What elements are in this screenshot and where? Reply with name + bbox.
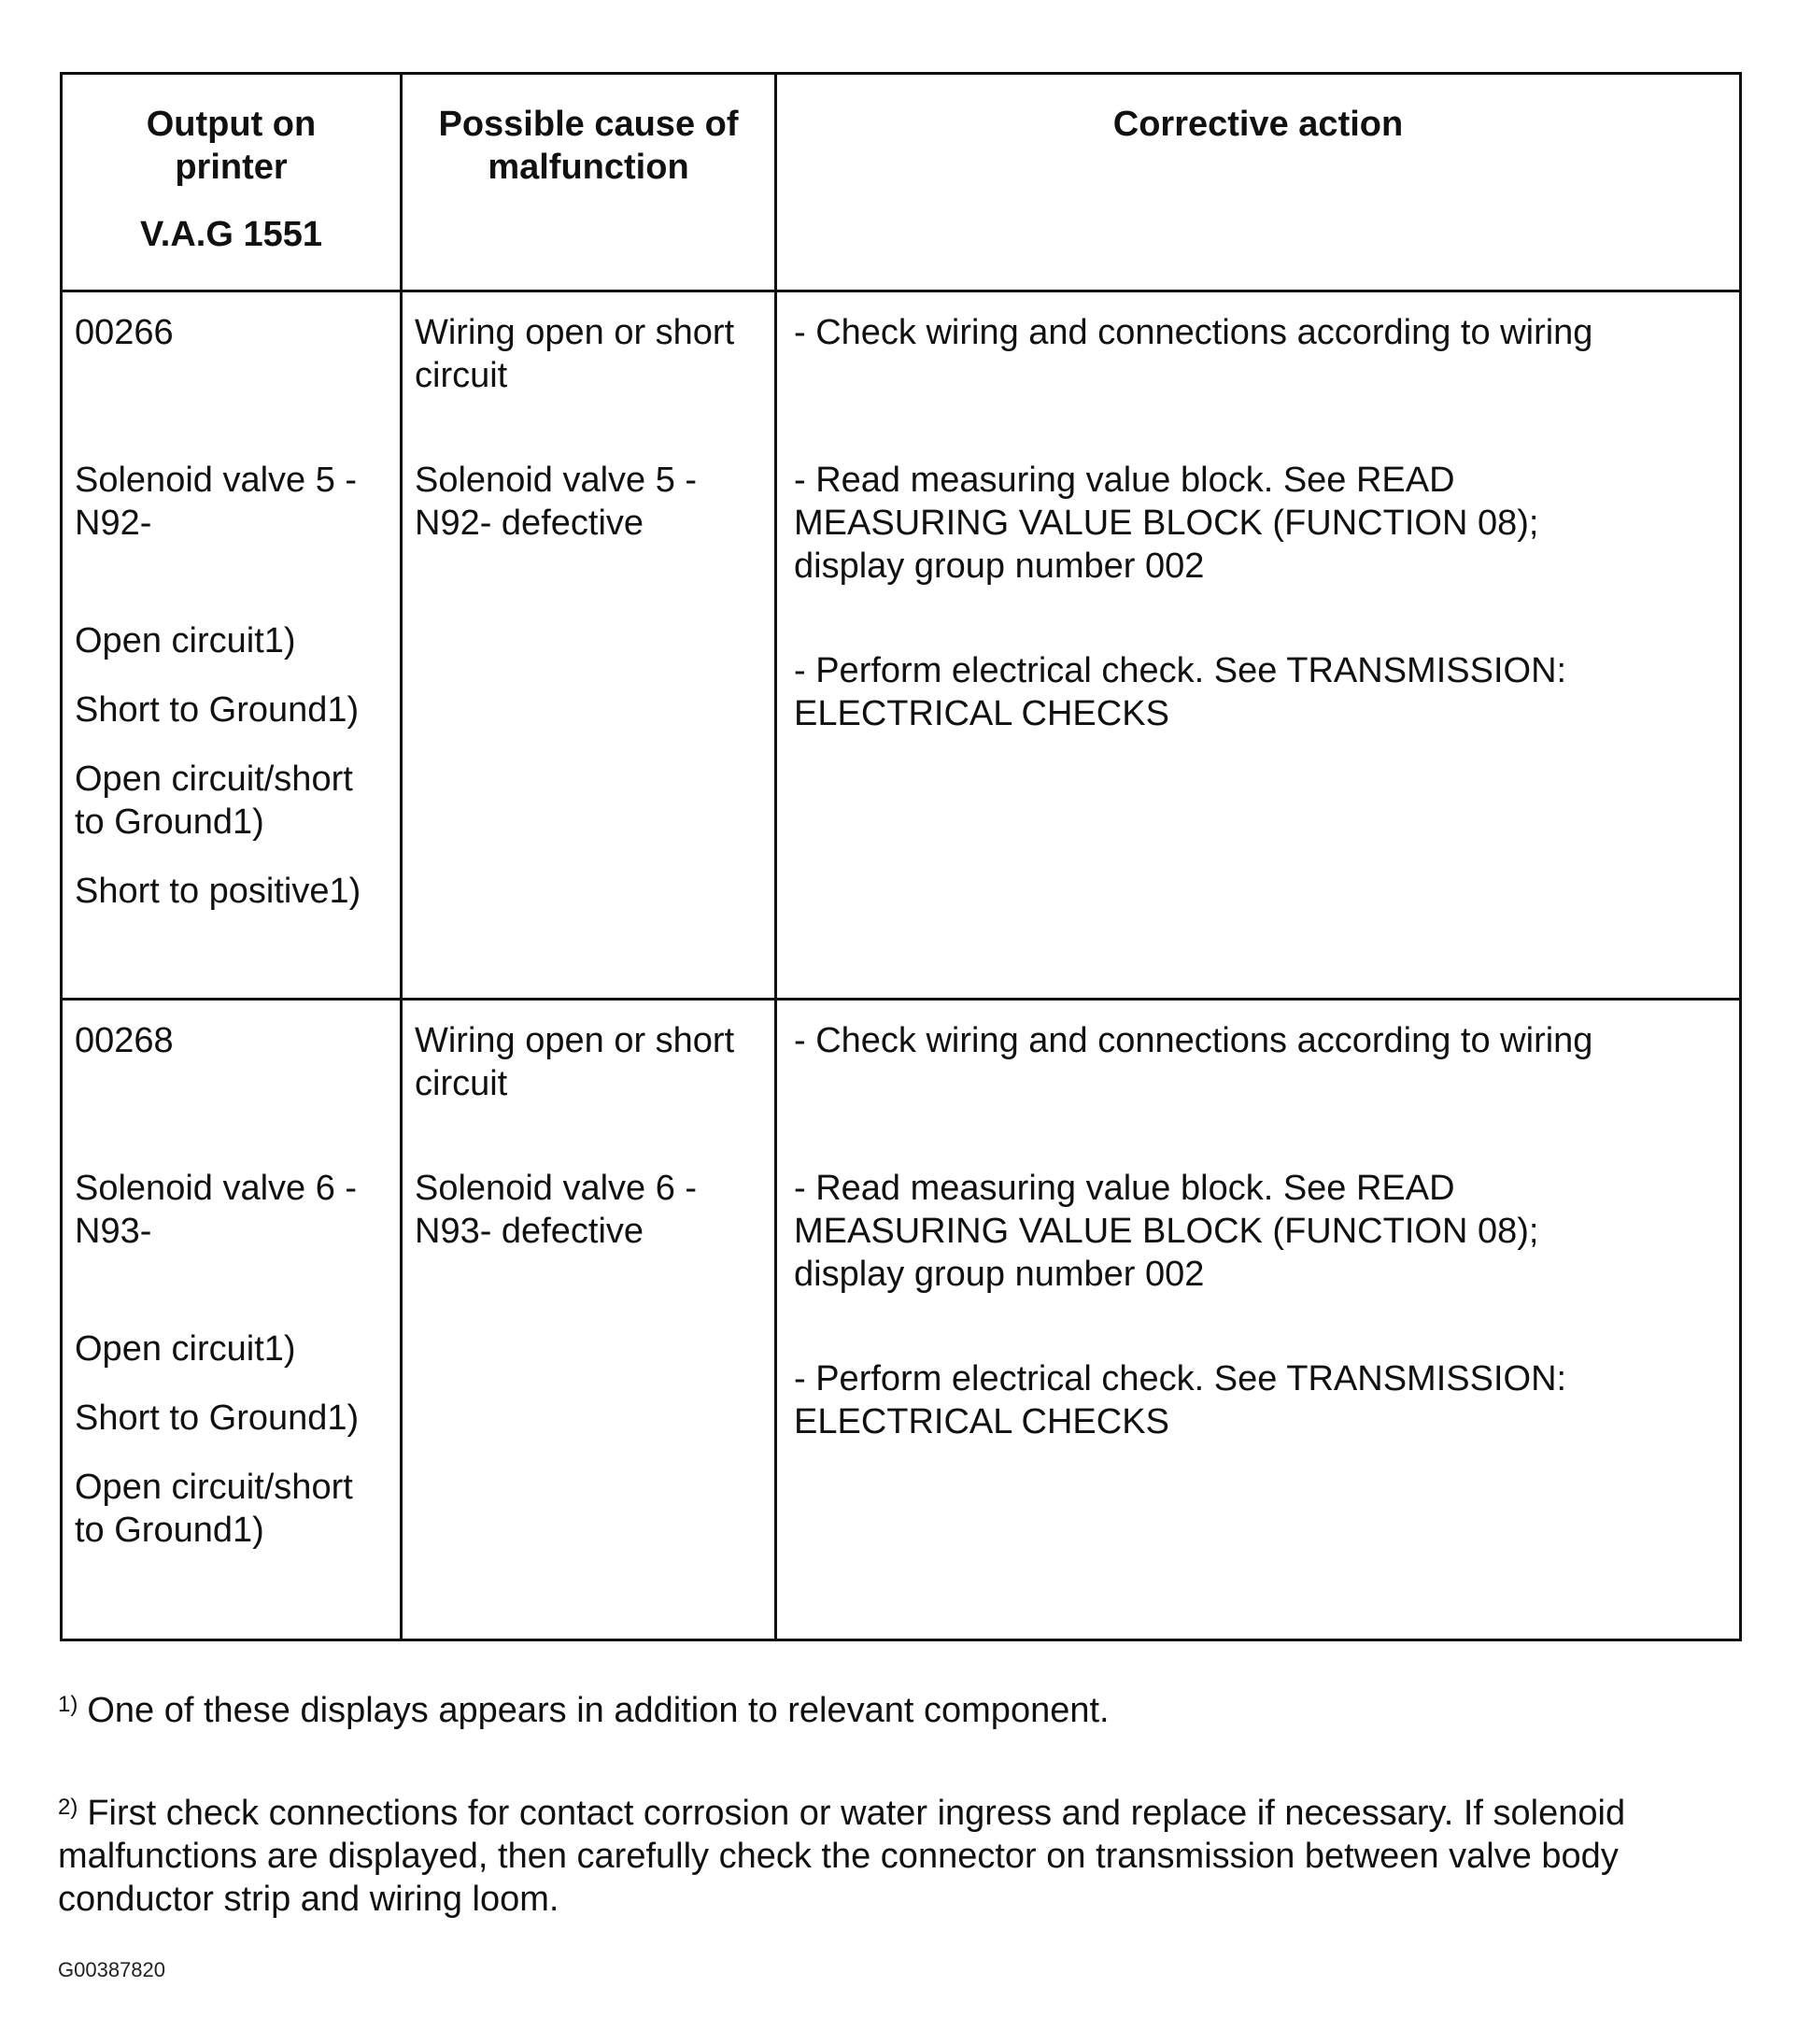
header-output-line2: printer [175, 148, 288, 187]
header-action-label: Corrective action [1112, 105, 1404, 144]
action-text: - Read measuring value block. See READ MEASURING VALUE BLOCK (FUNCTION 08); display group number 002 [794, 1169, 1539, 1294]
output-cell [62, 291, 402, 1000]
fault-mode: Short to positive1) [75, 872, 361, 911]
action-text: - Check wiring and connections according to wiring [794, 313, 1593, 352]
footnote-1-mark: 1) [58, 1692, 78, 1717]
cause-text: Wiring open or short circuit [415, 1021, 735, 1103]
footnote-2 [58, 1792, 1730, 1921]
cause-cell [402, 1000, 776, 1640]
footnote-2-text: First check connections for contact corrosion or water ingress and replace if necessary. If solenoid malfunctions are displayed, then carefully check the connector on transmission between valve body conductor strip and wiring loom. [58, 1794, 1626, 1919]
table-row [62, 291, 1741, 1000]
header-cause-line1: Possible cause of [438, 105, 739, 144]
cause-cell [402, 291, 776, 1000]
fault-mode: Short to Ground1) [75, 690, 360, 730]
header-output-line1: Output on [146, 105, 317, 144]
table-row [62, 1000, 1741, 1640]
footnote-1 [58, 1689, 1730, 1732]
footnote-2-mark: 2) [58, 1795, 78, 1820]
fault-mode: Open circuit/short to Ground1) [75, 1468, 353, 1550]
action-cell [776, 291, 1741, 1000]
output-cell [62, 1000, 402, 1640]
footnote-1-text: One of these displays appears in addition to relevant component. [87, 1691, 1110, 1730]
table-header-row [62, 74, 1741, 291]
action-text: - Perform electrical check. See TRANSMISSION: ELECTRICAL CHECKS [794, 1359, 1567, 1441]
diagnosis-table [60, 72, 1742, 1641]
header-corrective-action [776, 74, 1741, 291]
header-cause-line2: malfunction [488, 148, 689, 187]
action-text: - Check wiring and connections according to wiring [794, 1021, 1593, 1060]
cause-text: Solenoid valve 6 -N93- defective [415, 1169, 698, 1251]
fault-mode: Short to Ground1) [75, 1398, 360, 1438]
fault-mode: Open circuit1) [75, 1329, 296, 1369]
action-text: - Read measuring value block. See READ MEASURING VALUE BLOCK (FUNCTION 08); display group number 002 [794, 461, 1539, 586]
cause-text: Wiring open or short circuit [415, 313, 735, 395]
header-output-device: V.A.G 1551 [139, 215, 323, 254]
header-possible-cause [402, 74, 776, 291]
component-name: Solenoid valve 6 -N93- [75, 1169, 358, 1251]
fault-mode: Open circuit1) [75, 621, 296, 660]
figure-id: G00387820 [58, 1958, 165, 1981]
header-output-on-printer [62, 74, 402, 291]
action-cell [776, 1000, 1741, 1640]
fault-code: 00268 [75, 1021, 174, 1060]
component-name: Solenoid valve 5 -N92- [75, 461, 358, 543]
fault-mode: Open circuit/short to Ground1) [75, 759, 353, 842]
action-text: - Perform electrical check. See TRANSMISSION: ELECTRICAL CHECKS [794, 651, 1567, 733]
cause-text: Solenoid valve 5 -N92- defective [415, 461, 698, 543]
fault-code: 00266 [75, 313, 174, 352]
